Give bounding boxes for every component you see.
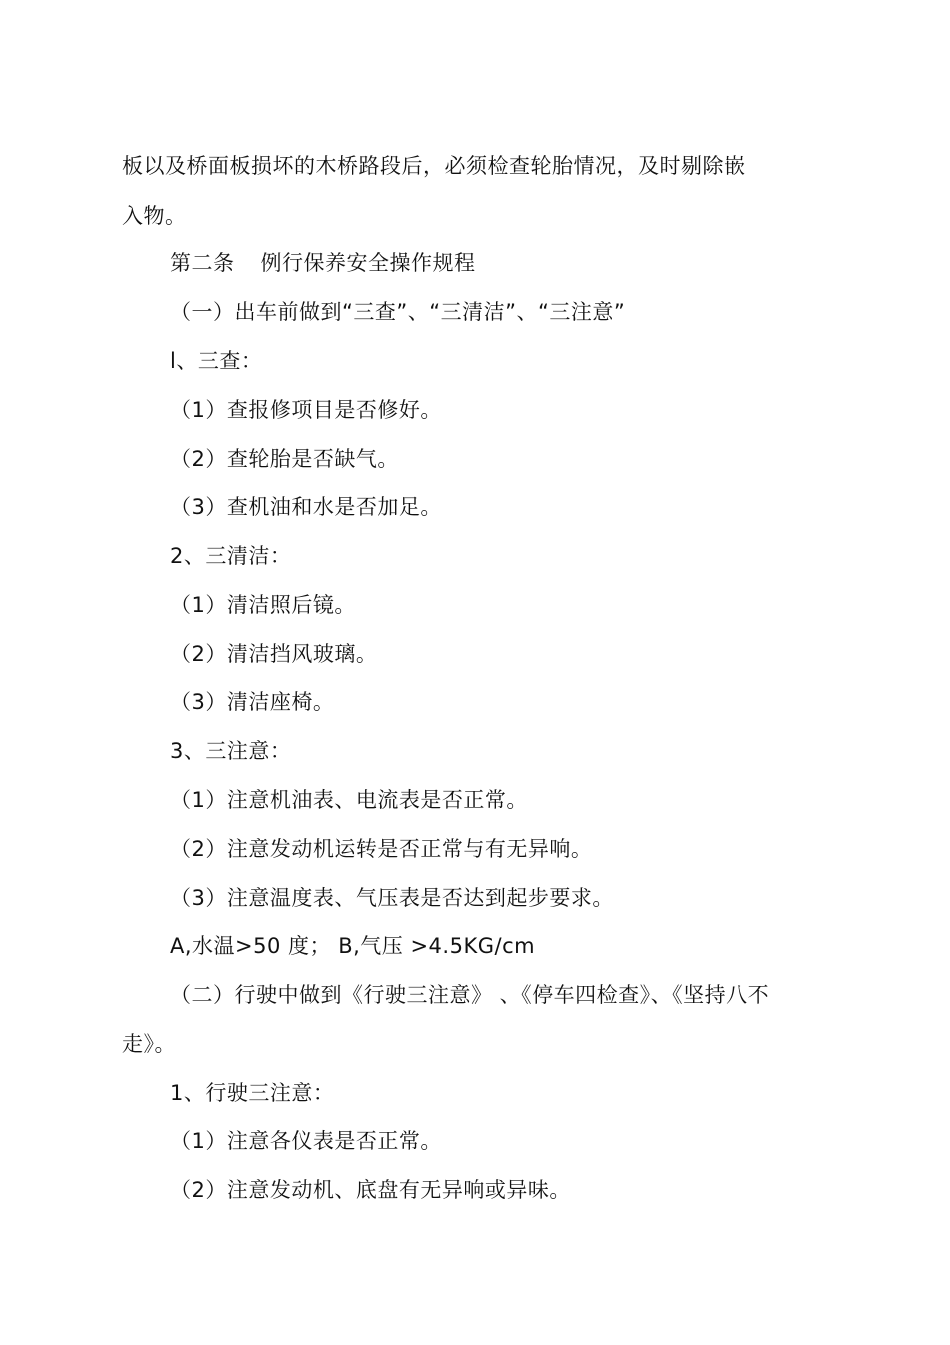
article-title: 例行保养安全操作规程: [260, 251, 476, 275]
list-item: （3）查机油和水是否加足。: [170, 495, 442, 519]
article-number: 第二条: [170, 251, 235, 275]
list-item: （3）清洁座椅。: [170, 690, 335, 714]
section-heading: （一）出车前做到“三查”、“三清洁”、“三注意”: [170, 300, 626, 324]
subsection-heading: 3、三注意：: [170, 739, 292, 763]
paragraph-line: 板以及桥面板损坏的木桥路段后，必须检查轮胎情况，及时剔除嵌: [122, 154, 746, 178]
subsection-heading: 1、行驶三注意：: [170, 1081, 335, 1105]
list-item: （3）注意温度表、气压表是否达到起步要求。: [170, 886, 614, 910]
subsection-heading: l、三查：: [170, 349, 263, 373]
section-heading: （二）行驶中做到《行驶三注意》 、《停车四检查》、《坚持八不: [170, 983, 770, 1007]
list-item: （2）注意发动机、底盘有无异响或异味。: [170, 1178, 571, 1202]
list-item: （1）清洁照后镜。: [170, 593, 356, 617]
list-item: （2）查轮胎是否缺气。: [170, 447, 399, 471]
paragraph-line: 走》。: [122, 1032, 176, 1056]
list-item: （2）清洁挡风玻璃。: [170, 642, 378, 666]
article-heading: [170, 249, 476, 277]
paragraph-line: 入物。: [122, 204, 187, 228]
list-item: （1）查报修项目是否修好。: [170, 398, 442, 422]
requirement-line: A,水温>50 度； B,气压 >4.5KG/cm: [170, 934, 536, 958]
list-item: （1）注意机油表、电流表是否正常。: [170, 788, 528, 812]
list-item: （1）注意各仪表是否正常。: [170, 1129, 442, 1153]
list-item: （2）注意发动机运转是否正常与有无异响。: [170, 837, 593, 861]
subsection-heading: 2、三清洁：: [170, 544, 292, 568]
